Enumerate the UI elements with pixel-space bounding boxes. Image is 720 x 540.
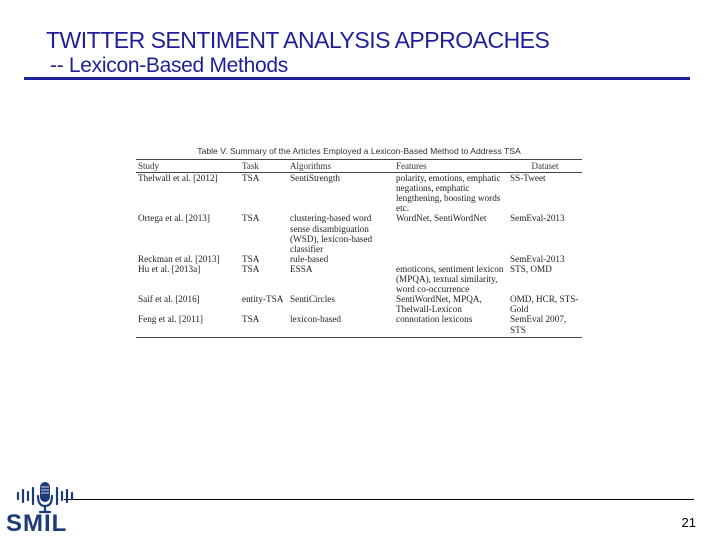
cell-algorithms: lexicon-based [288, 314, 394, 337]
table-caption: Table V. Summary of the Articles Employed a Lexicon-Based Method to Address TSA [197, 146, 521, 156]
footer-rule [64, 499, 694, 500]
table-row [136, 314, 582, 337]
cell-algorithms: SentiCircles [290, 294, 335, 305]
table-row [136, 173, 582, 214]
cell-task: TSA [242, 253, 260, 264]
smil-logo [4, 480, 84, 540]
cell-study: Saif et al. [2016] [138, 294, 200, 305]
cell-task: entity-TSA [242, 294, 284, 305]
header-features: Features [394, 160, 508, 173]
table-row [136, 294, 582, 314]
cell-study: Hu et al. [2013a] [138, 263, 201, 274]
cell-task: TSA [242, 213, 260, 224]
title-line-2: -- Lexicon-Based Methods [50, 54, 288, 77]
slide-title [46, 26, 706, 78]
cell-dataset: SemEval-2013 [510, 253, 565, 264]
cell-algorithms: rule-based [290, 253, 329, 264]
header-dataset: Dataset [508, 160, 582, 173]
cell-study: Ortega et al. [2013] [138, 213, 210, 224]
cell-study: Feng et al. [2011] [136, 314, 240, 337]
cell-task: TSA [242, 263, 260, 274]
cell-algorithms: clustering-based word sense disambiguation (WSD), lexicon-based classifier [290, 213, 373, 254]
cell-features: emoticons, sentiment lexicon (MPQA), textual similarity, word co-occurrence [396, 263, 504, 295]
table-row [136, 213, 582, 253]
table-row [136, 264, 582, 294]
summary-table [136, 159, 582, 338]
table-figure [136, 146, 582, 338]
table-header-row [136, 160, 582, 173]
cell-study: Reckman et al. [2013] [138, 253, 220, 264]
cell-dataset: OMD, HCR, STS-Gold [510, 294, 579, 315]
title-underline [24, 77, 690, 80]
microphone-icon [14, 480, 76, 514]
header-task: Task [240, 160, 288, 173]
logo-text: SMIL [6, 510, 68, 537]
cell-features [394, 254, 508, 264]
cell-dataset: SS-Tweet [510, 173, 546, 184]
page-number: 21 [681, 515, 696, 530]
cell-features: polarity, emotions, emphatic negations, emphatic lengthening, boosting words etc. [396, 173, 501, 214]
title-line-1: TWITTER SENTIMENT ANALYSIS APPROACHES [46, 27, 550, 53]
cell-algorithms: SentiStrength [290, 173, 341, 184]
cell-features: connotation lexicons [394, 314, 508, 337]
cell-study: Thelwall et al. [2012] [138, 173, 218, 184]
table-row [136, 254, 582, 264]
cell-dataset: STS, OMD [510, 263, 552, 274]
cell-algorithms: ESSA [290, 263, 313, 274]
header-algorithms: Algorithms [288, 160, 394, 173]
cell-features: SentiWordNet, MPQA, Thelwall-Lexicon [396, 294, 482, 315]
header-study: Study [136, 160, 240, 173]
cell-dataset: SemEval 2007, STS [508, 314, 582, 337]
cell-features: WordNet, SentiWordNet [396, 213, 487, 224]
cell-task: TSA [242, 173, 260, 184]
cell-dataset: SemEval-2013 [510, 213, 565, 224]
cell-task: TSA [240, 314, 288, 337]
